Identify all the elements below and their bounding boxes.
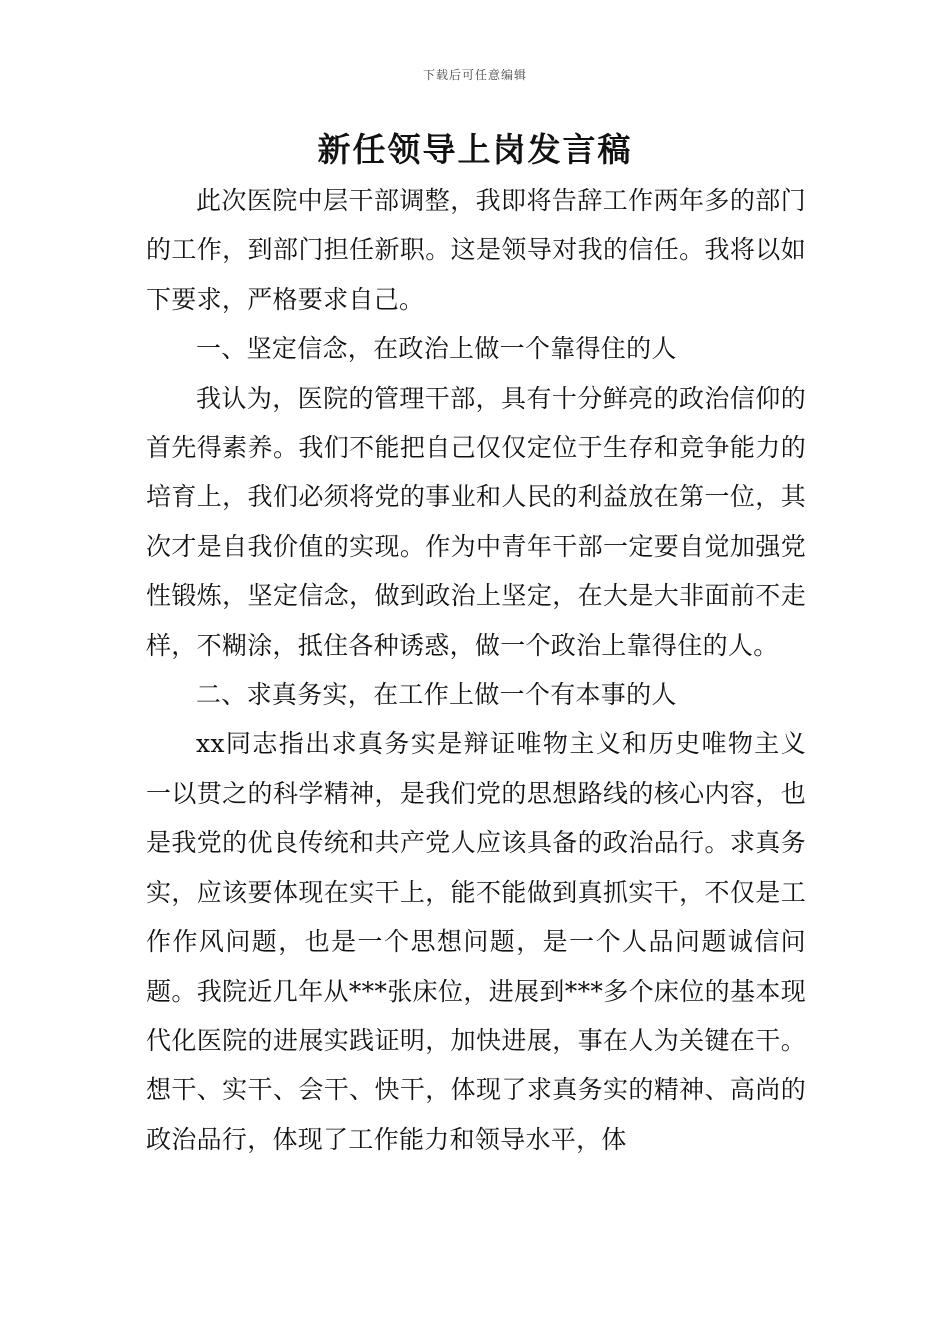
section-2-paragraph: xx同志指出求真务实是辩证唯物主义和历史唯物主义一以贯之的科学精神，是我们党的思想路线的核心内容，也是我党的优良传统和共产党人应该具备的政治品行。求真务实，应该要体现在实干上，能不能做到真抓实干，不仅是工作作风问题，也是一个思想问题，是一个人品问题诚信问题。我院近几年从***张床位，进展到***多个床位的基本现代化医院的进展实践证明，加快进展，事在人为关键在干。想干、实干、会干、快干，体现了求真务实的精神、高尚的政治品行，体现了工作能力和领导水平，体 (146, 729, 806, 1154)
header-note: 下载后可任意编辑 (422, 68, 527, 82)
section-heading-1: 一、坚定信念，在政治上做一个靠得住的人 (196, 334, 677, 364)
document-body (146, 176, 806, 1164)
intro-paragraph: 此次医院中层干部调整，我即将告辞工作两年多的部门的工作，到部门担任新职。这是领导对我的信任。我将以如下要求，严格要求自己。 (146, 186, 806, 314)
section-1-paragraph: 我认为，医院的管理干部，具有十分鲜亮的政治信仰的首先得素养。我们不能把自己仅仅定位于生存和竞争能力的培育上，我们必须将党的事业和人民的利益放在第一位，其次才是自我价值的实现。作为中青年干部一定要自觉加强党性锻炼，坚定信念，做到政治上坚定，在大是大非面前不走样，不糊涂，抵住各种诱惑，做一个政治上靠得住的人。 (146, 383, 806, 660)
document-title: 新任领导上岗发言稿 (317, 130, 633, 169)
section-heading-2: 二、求真务实，在工作上做一个有本事的人 (196, 680, 677, 710)
